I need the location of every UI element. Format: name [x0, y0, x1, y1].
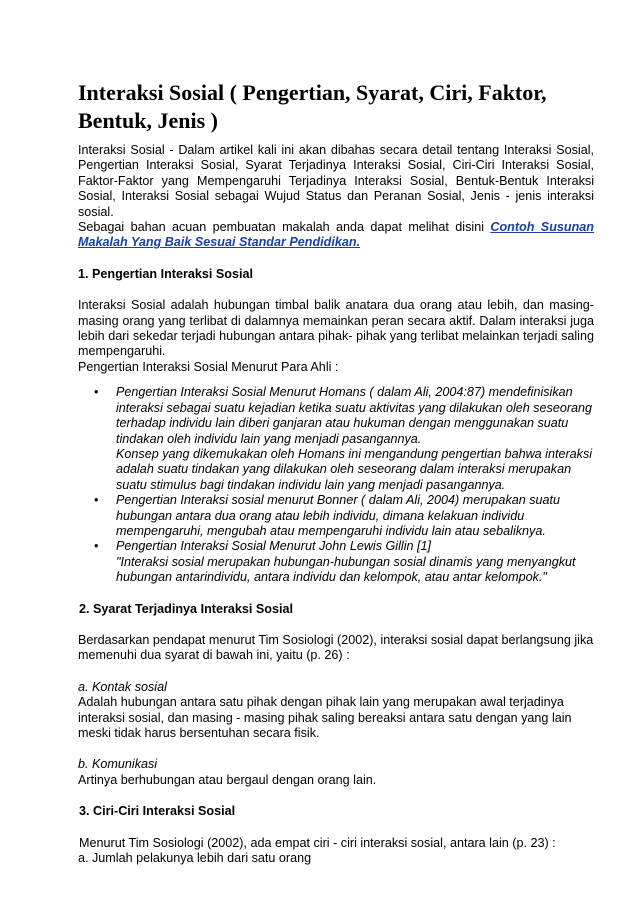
- homans-definition: Pengertian Interaksi Sosial Menurut Homans ( dalam Ali, 2004:87) mendefinisikan interaksi sebagai suatu kejadian ketika suatu aktivitas yang dilakukan oleh seseorang terhadap individu lain diberi ganjaran atau hukuman dengan menggunakan suatu tindakan oleh individu lain yang menjadi pasangannya.: [116, 385, 593, 446]
- reference-link[interactable]: Contoh Susunan Makalah Yang Baik Sesuai Standar Pendidikan.: [78, 220, 594, 250]
- list-item: [94, 493, 594, 539]
- section2-heading: 2. Syarat Terjadinya Interaksi Sosial: [79, 601, 293, 616]
- experts-list: [78, 385, 594, 585]
- gillin-quote: "Interaksi sosial merupakan hubungan-hubungan sosial dinamis yang menyangkut hubungan antarindividu, antara individu dan kelompok, atau antar kelompok.": [116, 554, 576, 585]
- reference-prefix: Sebagai bahan acuan pembuatan makalah anda dapat melihat disini: [78, 220, 491, 235]
- bullet-icon: •: [94, 539, 99, 554]
- komunikasi-title: b. Komunikasi: [78, 757, 158, 772]
- article-title: Interaksi Sosial ( Pengertian, Syarat, Ciri, Faktor, Bentuk, Jenis ): [78, 80, 547, 133]
- bullet-icon: •: [94, 493, 99, 508]
- intro-paragraph: Interaksi Sosial - Dalam artikel kali ini akan dibahas secara detail tentang Interaksi Sosial, Pengertian Interaksi Sosial, Syarat Terjadinya Interaksi Sosial, Ciri-Ciri Interaksi Sosial, Faktor-Faktor yang Mempengaruhi Terjadinya Interaksi Sosial, Bentuk-Bentuk Interaksi Sosial, Interaksi Sosial sebagai Wujud Status dan Peranan Sosial, Jenis - jenis interaksi sosial.: [78, 143, 594, 219]
- kontak-sosial-text: Adalah hubungan antara satu pihak dengan pihak lain yang merupakan awal terjadinya interaksi sosial, dan masing - masing pihak saling bereaksi antara satu dengan yang lain meski tidak harus bersentuhan secara fisik.: [78, 695, 572, 740]
- section2-paragraph: Berdasarkan pendapat menurut Tim Sosiologi (2002), interaksi sosial dapat berlangsung jika memenuhi dua syarat di bawah ini, yaitu (p. 26) :: [78, 632, 594, 663]
- bonner-definition: Pengertian Interaksi sosial menurut Bonner ( dalam Ali, 2004) merupakan suatu hubungan antara dua orang atau lebih individu, dimana kelakuan individu mempengaruhi, mengubah atau mempengaruhi individu lain atau sebaliknya.: [116, 493, 561, 538]
- section3-heading: 3. Ciri-Ciri Interaksi Sosial: [79, 804, 236, 819]
- homans-concept: Konsep yang dikemukakan oleh Homans ini mengandung pengertian bahwa interaksi adalah suatu tindakan yang dilakukan oleh seseorang dalam interaksi merupakan suatu stimulus bagi tindakan individu lain yang menjadi pasangannya.: [116, 446, 593, 492]
- gillin-heading: Pengertian Interaksi Sosial Menurut John Lewis Gillin [1]: [116, 539, 432, 554]
- section1-heading: 1. Pengertian Interaksi Sosial: [78, 266, 253, 281]
- list-item: [94, 539, 594, 585]
- section3-paragraph: Menurut Tim Sosiologi (2002), ada empat ciri - ciri interaksi sosial, antara lain (p. 23) :: [79, 835, 556, 850]
- section1-paragraph: Interaksi Sosial adalah hubungan timbal balik anatara dua orang atau lebih, dan masing-masing orang yang terlibat di dalamnya memainkan peran secara aktif. Dalam interaksi juga lebih dari sekedar terjadi hubungan antara pihak- pihak yang terlibat melainkan terjadi saling mempengaruhi.: [78, 298, 594, 359]
- article-body: [78, 79, 594, 866]
- ciri-item-a: a. Jumlah pelakunya lebih dari satu orang: [78, 851, 312, 866]
- kontak-sosial-title: a. Kontak sosial: [78, 679, 167, 694]
- bullet-icon: •: [94, 385, 99, 400]
- list-item: [94, 385, 594, 493]
- reference-paragraph: [78, 220, 594, 251]
- komunikasi-text: Artinya berhubungan atau bergaul dengan orang lain.: [78, 772, 377, 787]
- experts-intro: Pengertian Interaksi Sosial Menurut Para Ahli :: [78, 359, 339, 374]
